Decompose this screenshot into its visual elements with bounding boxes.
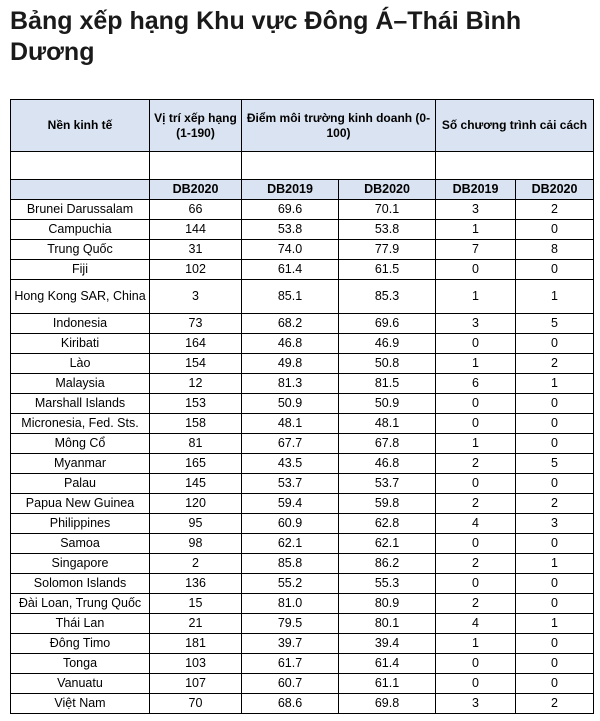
cell-reforms-2019: 0 — [436, 534, 516, 554]
blank-cell — [436, 152, 594, 180]
cell-economy: Samoa — [11, 534, 150, 554]
cell-economy: Brunei Darussalam — [11, 200, 150, 220]
cell-rank: 165 — [150, 454, 242, 474]
cell-score-2019: 49.8 — [242, 354, 339, 374]
header-score: Điểm môi trường kinh doanh (0-100) — [242, 100, 436, 152]
cell-score-2019: 43.5 — [242, 454, 339, 474]
cell-reforms-2019: 2 — [436, 594, 516, 614]
cell-reforms-2019: 4 — [436, 514, 516, 534]
cell-reforms-2020: 0 — [516, 654, 594, 674]
cell-rank: 107 — [150, 674, 242, 694]
table-row — [11, 514, 594, 534]
header-row — [11, 100, 594, 152]
cell-reforms-2020: 0 — [516, 534, 594, 554]
cell-score-2019: 74.0 — [242, 240, 339, 260]
cell-reforms-2020: 1 — [516, 280, 594, 314]
cell-score-2020: 62.8 — [339, 514, 436, 534]
cell-rank: 103 — [150, 654, 242, 674]
cell-rank: 153 — [150, 394, 242, 414]
cell-score-2020: 81.5 — [339, 374, 436, 394]
table-row — [11, 240, 594, 260]
cell-rank: 73 — [150, 314, 242, 334]
cell-rank: 154 — [150, 354, 242, 374]
cell-economy: Hong Kong SAR, China — [11, 280, 150, 314]
cell-score-2020: 59.8 — [339, 494, 436, 514]
subheader-reforms-2019: DB2019 — [436, 180, 516, 200]
cell-economy: Micronesia, Fed. Sts. — [11, 414, 150, 434]
table-row — [11, 220, 594, 240]
cell-score-2019: 62.1 — [242, 534, 339, 554]
table-row — [11, 200, 594, 220]
table-row — [11, 614, 594, 634]
cell-score-2020: 50.9 — [339, 394, 436, 414]
cell-score-2020: 80.9 — [339, 594, 436, 614]
cell-reforms-2020: 3 — [516, 514, 594, 534]
cell-reforms-2020: 0 — [516, 394, 594, 414]
cell-reforms-2019: 1 — [436, 634, 516, 654]
cell-reforms-2020: 0 — [516, 334, 594, 354]
table-row — [11, 674, 594, 694]
ranking-table — [10, 99, 594, 714]
cell-economy: Đông Timo — [11, 634, 150, 654]
cell-rank: 31 — [150, 240, 242, 260]
cell-rank: 164 — [150, 334, 242, 354]
table-row — [11, 574, 594, 594]
cell-reforms-2020: 2 — [516, 200, 594, 220]
cell-rank: 145 — [150, 474, 242, 494]
cell-reforms-2020: 0 — [516, 594, 594, 614]
cell-reforms-2019: 0 — [436, 474, 516, 494]
cell-score-2020: 61.5 — [339, 260, 436, 280]
subheader-score-2020: DB2020 — [339, 180, 436, 200]
header-rank: Vị trí xếp hạng (1-190) — [150, 100, 242, 152]
page-title: Bảng xếp hạng Khu vực Đông Á–Thái Bình Dương — [10, 7, 522, 66]
blank-cell — [150, 152, 242, 180]
cell-score-2019: 79.5 — [242, 614, 339, 634]
table-row — [11, 314, 594, 334]
table-row — [11, 694, 594, 714]
cell-score-2019: 68.6 — [242, 694, 339, 714]
cell-reforms-2019: 1 — [436, 280, 516, 314]
cell-score-2019: 50.9 — [242, 394, 339, 414]
cell-score-2020: 86.2 — [339, 554, 436, 574]
header-economy: Nền kinh tế — [11, 100, 150, 152]
cell-reforms-2020: 5 — [516, 454, 594, 474]
cell-reforms-2019: 0 — [436, 394, 516, 414]
cell-economy: Lào — [11, 354, 150, 374]
cell-score-2019: 85.1 — [242, 280, 339, 314]
cell-reforms-2020: 0 — [516, 260, 594, 280]
table-row — [11, 434, 594, 454]
cell-rank: 95 — [150, 514, 242, 534]
cell-rank: 70 — [150, 694, 242, 714]
table-row — [11, 280, 594, 314]
cell-rank: 66 — [150, 200, 242, 220]
cell-score-2019: 69.6 — [242, 200, 339, 220]
cell-score-2020: 69.6 — [339, 314, 436, 334]
cell-rank: 15 — [150, 594, 242, 614]
cell-reforms-2019: 0 — [436, 334, 516, 354]
cell-reforms-2020: 0 — [516, 634, 594, 654]
cell-economy: Myanmar — [11, 454, 150, 474]
cell-reforms-2019: 6 — [436, 374, 516, 394]
header-reforms: Số chương trình cải cách — [436, 100, 594, 152]
cell-rank: 81 — [150, 434, 242, 454]
cell-economy: Marshall Islands — [11, 394, 150, 414]
cell-score-2019: 81.3 — [242, 374, 339, 394]
cell-reforms-2020: 8 — [516, 240, 594, 260]
cell-score-2020: 53.8 — [339, 220, 436, 240]
table-row — [11, 474, 594, 494]
cell-economy: Indonesia — [11, 314, 150, 334]
cell-reforms-2019: 2 — [436, 454, 516, 474]
cell-reforms-2019: 7 — [436, 240, 516, 260]
table-row — [11, 260, 594, 280]
cell-score-2019: 39.7 — [242, 634, 339, 654]
table-row — [11, 494, 594, 514]
blank-row — [11, 152, 594, 180]
cell-rank: 12 — [150, 374, 242, 394]
cell-score-2020: 46.9 — [339, 334, 436, 354]
cell-economy: Solomon Islands — [11, 574, 150, 594]
cell-score-2019: 61.4 — [242, 260, 339, 280]
cell-score-2020: 48.1 — [339, 414, 436, 434]
cell-economy: Singapore — [11, 554, 150, 574]
cell-rank: 144 — [150, 220, 242, 240]
cell-reforms-2020: 0 — [516, 674, 594, 694]
cell-rank: 2 — [150, 554, 242, 574]
cell-score-2020: 85.3 — [339, 280, 436, 314]
cell-reforms-2019: 0 — [436, 414, 516, 434]
cell-reforms-2019: 0 — [436, 260, 516, 280]
cell-economy: Malaysia — [11, 374, 150, 394]
cell-economy: Đài Loan, Trung Quốc — [11, 594, 150, 614]
table-row — [11, 594, 594, 614]
cell-score-2020: 67.8 — [339, 434, 436, 454]
cell-reforms-2019: 3 — [436, 694, 516, 714]
cell-reforms-2019: 3 — [436, 314, 516, 334]
table-row — [11, 654, 594, 674]
cell-rank: 120 — [150, 494, 242, 514]
table-row — [11, 354, 594, 374]
cell-score-2019: 81.0 — [242, 594, 339, 614]
cell-score-2019: 48.1 — [242, 414, 339, 434]
cell-reforms-2019: 0 — [436, 574, 516, 594]
cell-score-2020: 55.3 — [339, 574, 436, 594]
cell-economy: Mông Cổ — [11, 434, 150, 454]
cell-reforms-2019: 1 — [436, 434, 516, 454]
cell-score-2019: 55.2 — [242, 574, 339, 594]
table-row — [11, 554, 594, 574]
cell-economy: Palau — [11, 474, 150, 494]
cell-rank: 3 — [150, 280, 242, 314]
cell-reforms-2020: 1 — [516, 554, 594, 574]
cell-economy: Philippines — [11, 514, 150, 534]
cell-reforms-2020: 5 — [516, 314, 594, 334]
table-row — [11, 454, 594, 474]
cell-reforms-2020: 0 — [516, 220, 594, 240]
cell-rank: 102 — [150, 260, 242, 280]
cell-score-2019: 85.8 — [242, 554, 339, 574]
cell-reforms-2020: 1 — [516, 374, 594, 394]
cell-score-2020: 69.8 — [339, 694, 436, 714]
cell-score-2020: 62.1 — [339, 534, 436, 554]
table-row — [11, 634, 594, 654]
cell-economy: Campuchia — [11, 220, 150, 240]
cell-score-2020: 53.7 — [339, 474, 436, 494]
subheader-row — [11, 180, 594, 200]
cell-reforms-2020: 2 — [516, 494, 594, 514]
cell-rank: 181 — [150, 634, 242, 654]
cell-score-2019: 59.4 — [242, 494, 339, 514]
cell-reforms-2020: 0 — [516, 474, 594, 494]
cell-economy: Kiribati — [11, 334, 150, 354]
cell-reforms-2020: 0 — [516, 574, 594, 594]
table-row — [11, 374, 594, 394]
cell-economy: Fiji — [11, 260, 150, 280]
table-body — [11, 200, 594, 714]
cell-economy: Trung Quốc — [11, 240, 150, 260]
cell-reforms-2019: 1 — [436, 354, 516, 374]
cell-reforms-2020: 1 — [516, 614, 594, 634]
table-row — [11, 534, 594, 554]
table-row — [11, 414, 594, 434]
cell-economy: Papua New Guinea — [11, 494, 150, 514]
cell-score-2020: 39.4 — [339, 634, 436, 654]
cell-economy: Việt Nam — [11, 694, 150, 714]
cell-score-2020: 61.1 — [339, 674, 436, 694]
cell-reforms-2019: 2 — [436, 554, 516, 574]
subheader-reforms-2020: DB2020 — [516, 180, 594, 200]
cell-score-2020: 70.1 — [339, 200, 436, 220]
cell-score-2019: 46.8 — [242, 334, 339, 354]
cell-rank: 136 — [150, 574, 242, 594]
cell-score-2020: 80.1 — [339, 614, 436, 634]
cell-score-2019: 68.2 — [242, 314, 339, 334]
cell-rank: 158 — [150, 414, 242, 434]
cell-score-2020: 50.8 — [339, 354, 436, 374]
cell-economy: Thái Lan — [11, 614, 150, 634]
table-row — [11, 334, 594, 354]
blank-cell — [11, 152, 150, 180]
cell-reforms-2020: 2 — [516, 694, 594, 714]
cell-reforms-2019: 0 — [436, 654, 516, 674]
cell-score-2019: 60.9 — [242, 514, 339, 534]
blank-cell — [242, 152, 436, 180]
cell-score-2019: 53.8 — [242, 220, 339, 240]
cell-score-2019: 61.7 — [242, 654, 339, 674]
cell-score-2019: 60.7 — [242, 674, 339, 694]
cell-score-2020: 46.8 — [339, 454, 436, 474]
cell-score-2020: 77.9 — [339, 240, 436, 260]
cell-reforms-2019: 4 — [436, 614, 516, 634]
cell-reforms-2019: 3 — [436, 200, 516, 220]
cell-score-2019: 53.7 — [242, 474, 339, 494]
cell-reforms-2019: 0 — [436, 674, 516, 694]
cell-reforms-2019: 1 — [436, 220, 516, 240]
cell-reforms-2020: 0 — [516, 414, 594, 434]
cell-reforms-2020: 0 — [516, 434, 594, 454]
cell-reforms-2020: 2 — [516, 354, 594, 374]
cell-rank: 98 — [150, 534, 242, 554]
subheader-rank-year: DB2020 — [150, 180, 242, 200]
cell-reforms-2019: 2 — [436, 494, 516, 514]
cell-rank: 21 — [150, 614, 242, 634]
cell-score-2020: 61.4 — [339, 654, 436, 674]
cell-economy: Tonga — [11, 654, 150, 674]
table-row — [11, 394, 594, 414]
cell-economy: Vanuatu — [11, 674, 150, 694]
cell-score-2019: 67.7 — [242, 434, 339, 454]
subheader-score-2019: DB2019 — [242, 180, 339, 200]
subheader-empty — [11, 180, 150, 200]
